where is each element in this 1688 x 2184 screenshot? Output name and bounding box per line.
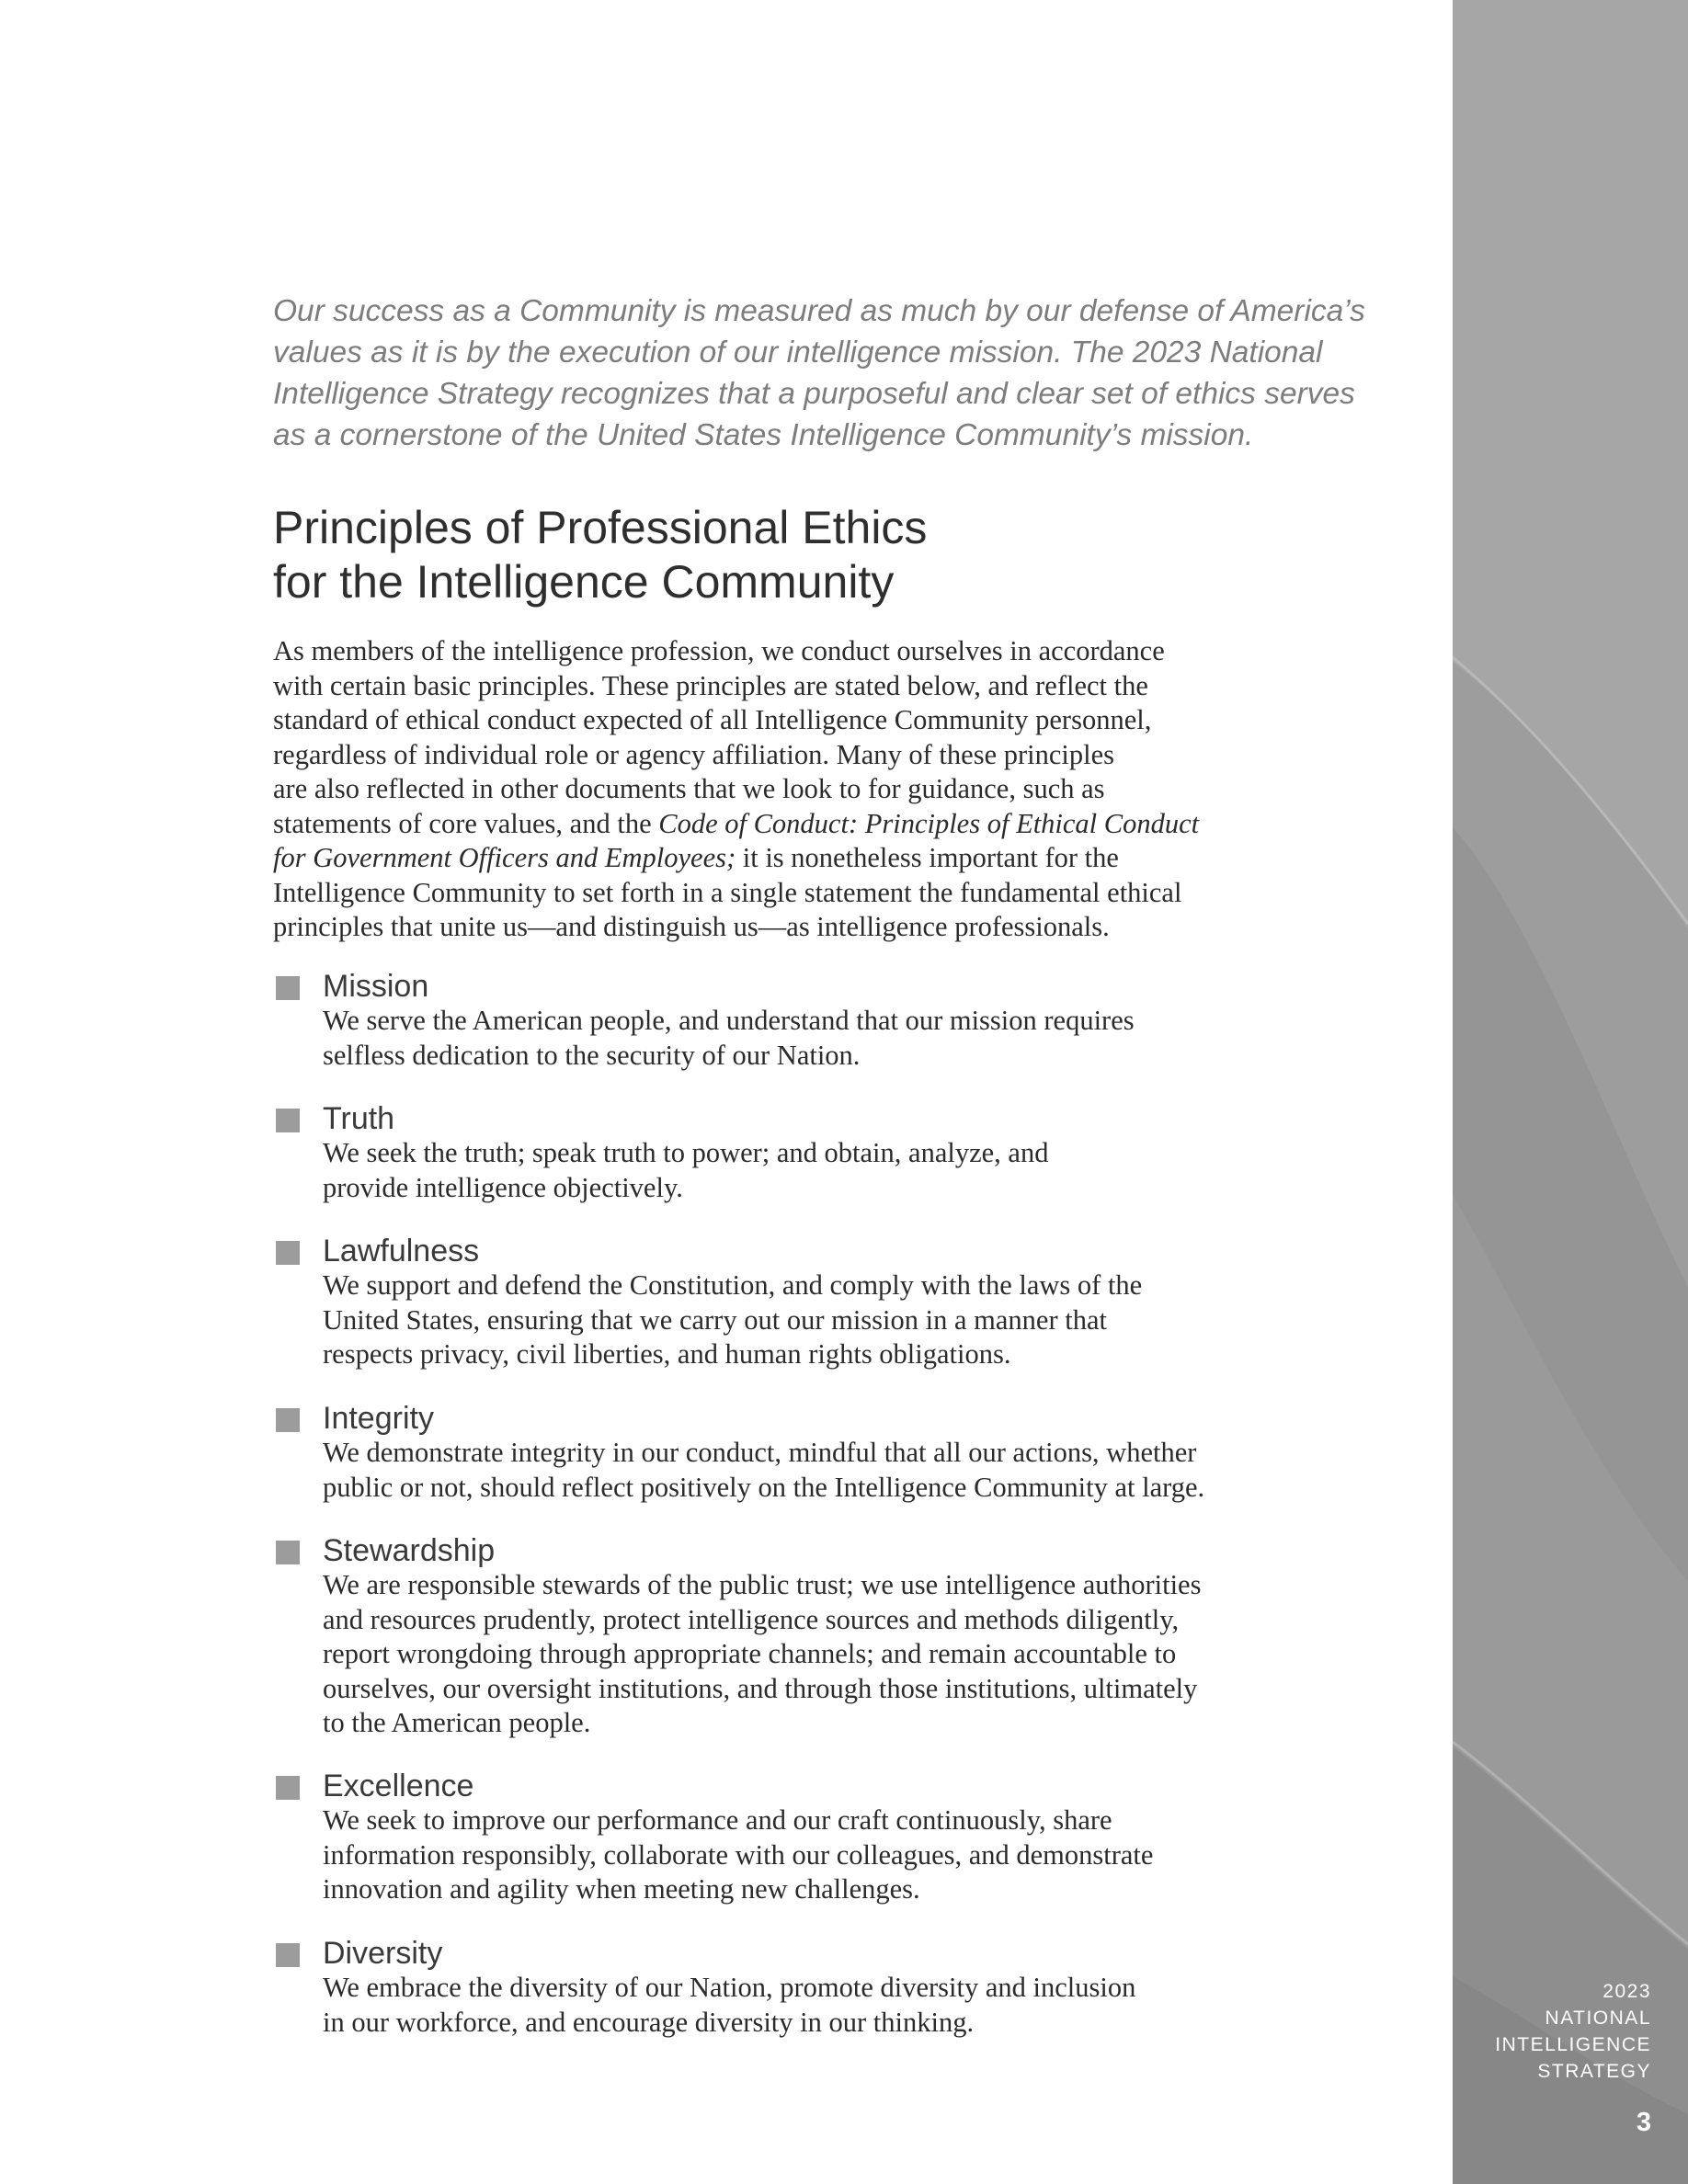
principle-title: Stewardship [323, 1533, 496, 1568]
principle-description [323, 1803, 1153, 1907]
description-line: We seek to improve our performance and our craft continuously, share [323, 1804, 1112, 1836]
principle-title: Truth [323, 1101, 395, 1136]
square-bullet-icon [276, 1109, 300, 1132]
principle-description [323, 1436, 1204, 1505]
description-line: report wrongdoing through appropriate channels; and remain accountable to [323, 1638, 1177, 1669]
report-title-label [1495, 1978, 1651, 2085]
square-bullet-icon [276, 1241, 300, 1265]
heading-line: Principles of Professional Ethics [273, 502, 928, 553]
description-line: in our workforce, and encourage diversity in our thinking. [323, 2006, 975, 2038]
intro-line: Intelligence Strategy recognizes that a purposeful and clear set of ethics serves [273, 377, 1355, 411]
description-line: We serve the American people, and understand that our mission requires [323, 1005, 1135, 1036]
code-of-conduct-title-cont: for Government Officers and Employees; [273, 842, 736, 873]
sidebar-panel [1453, 0, 1688, 2184]
page-number: 3 [1636, 2108, 1651, 2137]
body-line: principles that unite us—and distinguish us—as intelligence professionals. [273, 911, 1110, 942]
square-bullet-icon [276, 976, 300, 1000]
intro-line: values as it is by the execution of our intelligence mission. The 2023 National [273, 336, 1323, 370]
body-paragraph [273, 634, 1199, 945]
principle-description [323, 1136, 1048, 1205]
description-line: respects privacy, civil liberties, and human rights obligations. [323, 1338, 1011, 1370]
description-line: ourselves, our oversight institutions, and through those institutions, ultimately [323, 1672, 1198, 1704]
body-text: statements of core values, and the [273, 807, 659, 839]
sidebar-wave-graphic [1453, 0, 1688, 2184]
principle-title: Lawfulness [323, 1234, 480, 1268]
body-line: regardless of individual role or agency affiliation. Many of these principles [273, 738, 1114, 770]
square-bullet-icon [276, 1943, 300, 1967]
body-line [273, 841, 1199, 876]
principle-description [323, 1971, 1135, 2040]
description-line: public or not, should reflect positively on the Intelligence Community at large. [323, 1471, 1205, 1503]
heading-line: for the Intelligence Community [273, 556, 895, 608]
description-line: We seek the truth; speak truth to power; and obtain, analyze, and [323, 1137, 1049, 1168]
principle-description [323, 1268, 1142, 1372]
principle-title: Excellence [323, 1769, 474, 1803]
description-line: to the American people. [323, 1707, 591, 1738]
body-line: are also reflected in other documents that we look to for guidance, such as [273, 773, 1105, 804]
description-line: and resources prudently, protect intelligence sources and methods diligently, [323, 1603, 1180, 1635]
principle-title: Integrity [323, 1401, 434, 1436]
principle-title: Mission [323, 969, 429, 1004]
body-line: As members of the intelligence profession, we conduct ourselves in accordance [273, 635, 1165, 666]
code-of-conduct-title: Code of Conduct: Principles of Ethical Conduct [658, 807, 1200, 839]
square-bullet-icon [276, 1408, 300, 1432]
square-bullet-icon [276, 1776, 300, 1800]
body-line: Intelligence Community to set forth in a single statement the fundamental ethical [273, 876, 1182, 908]
description-line: innovation and agility when meeting new challenges. [323, 1873, 920, 1905]
principle-title: Diversity [323, 1936, 443, 1971]
intro-quote [273, 290, 1365, 456]
report-title-line: INTELLIGENCE [1495, 2034, 1651, 2055]
square-bullet-icon [276, 1541, 300, 1564]
report-title-line: STRATEGY [1537, 2061, 1651, 2082]
intro-line: as a cornerstone of the United States Intelligence Community’s mission. [273, 418, 1254, 452]
principle-description [323, 1568, 1201, 1741]
description-line: provide intelligence objectively. [323, 1171, 683, 1203]
principle-description [323, 1004, 1135, 1073]
description-line: We demonstrate integrity in our conduct, mindful that all our actions, whether [323, 1437, 1197, 1468]
description-line: selfless dedication to the security of our Nation. [323, 1039, 861, 1071]
section-heading [273, 501, 927, 609]
body-text: it is nonetheless important for the [736, 842, 1119, 873]
description-line: We support and defend the Constitution, and comply with the laws of the [323, 1269, 1143, 1301]
description-line: We embrace the diversity of our Nation, promote diversity and inclusion [323, 1972, 1136, 2003]
body-line: standard of ethical conduct expected of all Intelligence Community personnel, [273, 704, 1152, 735]
description-line: information responsibly, collaborate with our colleagues, and demonstrate [323, 1838, 1154, 1871]
intro-line: Our success as a Community is measured as much by our defense of America’s [273, 294, 1365, 328]
description-line: United States, ensuring that we carry out our mission in a manner that [323, 1303, 1107, 1336]
report-title-line: NATIONAL [1545, 2008, 1651, 2029]
body-line: with certain basic principles. These principles are stated below, and reflect the [273, 669, 1148, 701]
report-title-line: 2023 [1602, 1981, 1651, 2002]
body-line [273, 807, 1199, 842]
description-line: We are responsible stewards of the public trust; we use intelligence authorities [323, 1569, 1202, 1600]
